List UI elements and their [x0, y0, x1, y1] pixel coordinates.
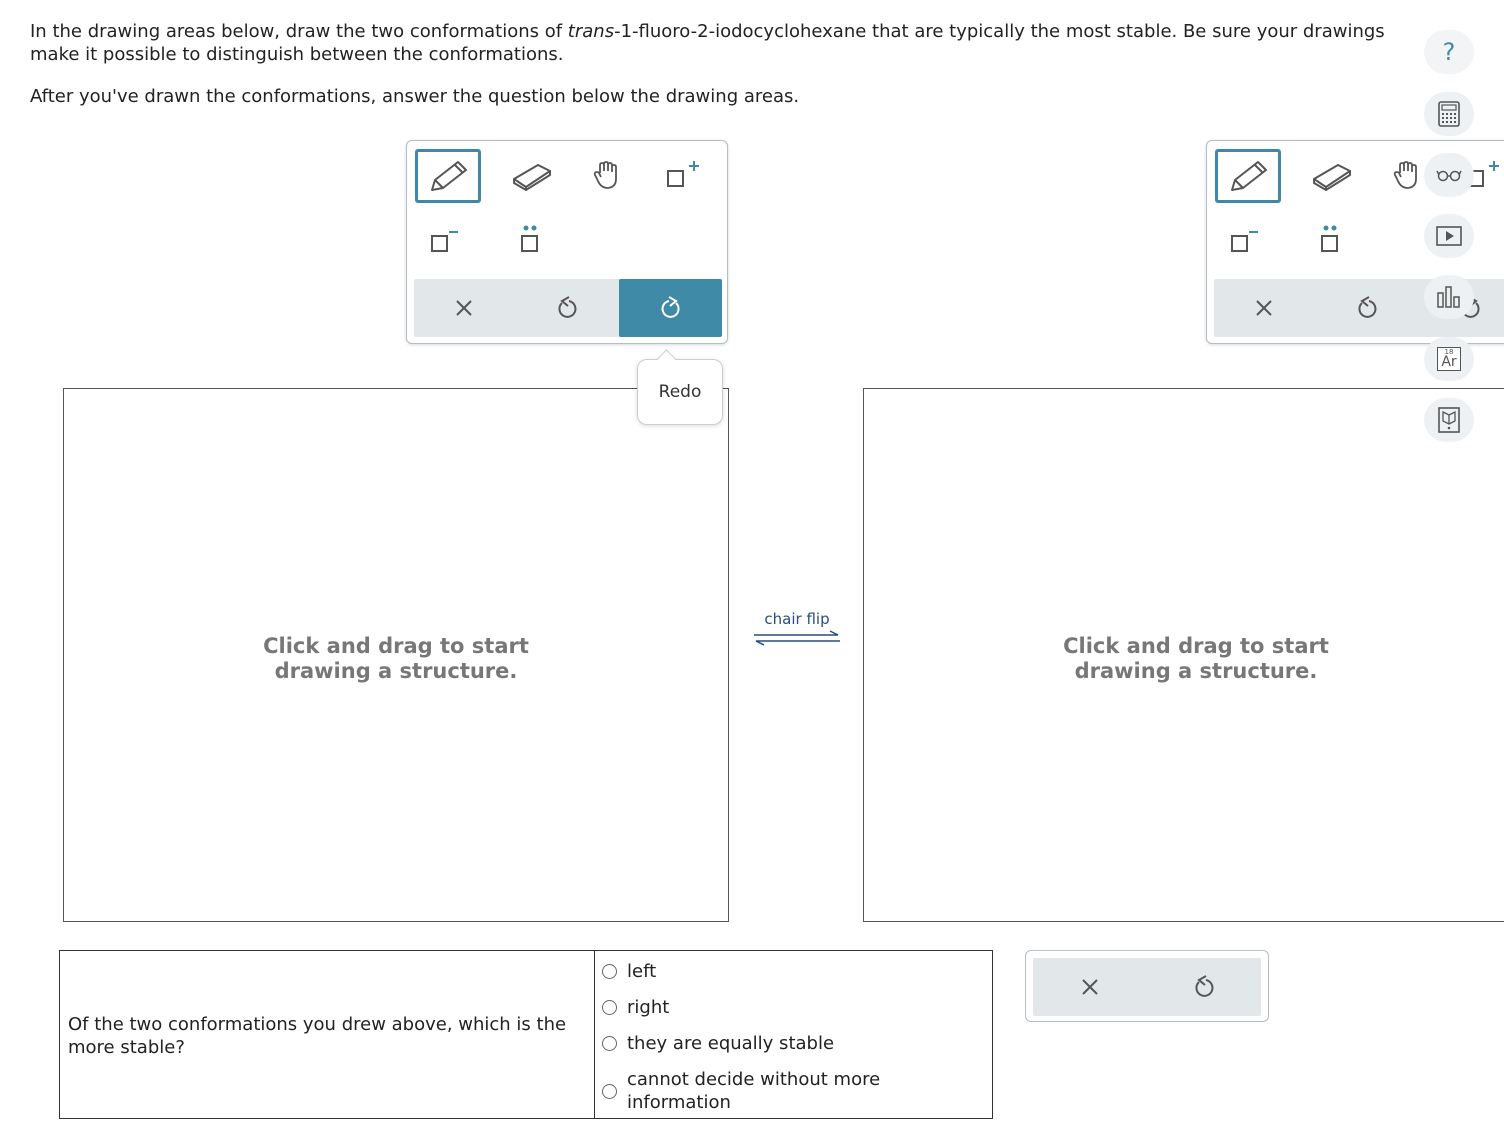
clear-button[interactable]	[1214, 279, 1314, 337]
lone-pair-icon	[513, 222, 547, 256]
option-left[interactable]	[602, 961, 656, 982]
option-label: left	[627, 961, 657, 982]
radio-cannot-decide[interactable]	[602, 1084, 617, 1099]
redo-icon	[660, 296, 682, 320]
help-icon: ?	[1442, 38, 1456, 66]
lone-pair-tool-button[interactable]	[513, 219, 547, 259]
canvas-hint: Click and drag to start drawing a structure.	[263, 634, 529, 683]
negative-charge-icon	[427, 226, 461, 256]
option-right[interactable]	[602, 997, 669, 1018]
undo-answer-button[interactable]	[1147, 958, 1261, 1016]
left-drawing-toolbar	[406, 140, 728, 344]
negative-charge-tool-button[interactable]	[1227, 221, 1261, 261]
periodic-symbol: Ar	[1441, 354, 1457, 370]
glasses-button[interactable]	[1424, 153, 1474, 197]
pencil-icon	[1226, 158, 1270, 194]
eraser-tool-button[interactable]	[1307, 153, 1357, 199]
question-table	[59, 950, 993, 1119]
option-label: right	[627, 997, 670, 1018]
question-text: Of the two conformations you drew above, which is the more stable?	[68, 1014, 567, 1058]
chair-flip-label: chair flip	[764, 610, 830, 628]
pencil-icon	[426, 158, 470, 194]
close-icon	[454, 298, 474, 318]
close-icon	[1080, 977, 1100, 997]
close-icon	[1254, 298, 1274, 318]
undo-icon	[1193, 975, 1215, 999]
eraser-icon	[510, 161, 554, 191]
bar-chart-icon	[1436, 285, 1462, 309]
left-action-bar	[414, 279, 722, 337]
video-button[interactable]	[1424, 214, 1474, 258]
add-box-icon	[663, 159, 703, 193]
undo-button[interactable]	[1317, 279, 1417, 337]
hand-tool-button[interactable]	[1387, 153, 1429, 199]
video-icon	[1436, 226, 1462, 246]
instruction-line-2: After you've drawn the conformations, answer the question below the drawing areas.	[30, 86, 800, 107]
textbook-icon	[1437, 407, 1461, 433]
instruction-line-1: In the drawing areas below, draw the two conformations of trans-1-fluoro-2-iodocyclohexane that are typically the most stable. Be sure your drawings make it possible to distinguish between the conformations.	[30, 21, 1385, 65]
trans-prefix: trans	[567, 21, 615, 42]
eraser-icon	[1310, 161, 1354, 191]
question-cell	[60, 951, 595, 1118]
redo-button[interactable]	[619, 279, 722, 337]
periodic-element-icon	[1437, 347, 1461, 371]
option-cannot-decide[interactable]	[602, 1068, 917, 1114]
clear-button[interactable]	[414, 279, 514, 337]
option-label: cannot decide without more information	[627, 1069, 881, 1113]
undo-icon	[556, 296, 578, 320]
chart-button[interactable]	[1424, 275, 1474, 319]
add-box-tool-button[interactable]	[663, 153, 703, 199]
periodic-table-button[interactable]	[1424, 337, 1474, 381]
answer-action-bar	[1033, 958, 1261, 1016]
option-equally-stable[interactable]	[602, 1033, 834, 1054]
radio-right[interactable]	[602, 1000, 617, 1015]
help-button[interactable]	[1424, 30, 1474, 74]
radio-left[interactable]	[602, 964, 617, 979]
glasses-icon	[1436, 168, 1462, 182]
textbook-button[interactable]	[1424, 398, 1474, 442]
eraser-tool-button[interactable]	[507, 153, 557, 199]
equilibrium-arrows-icon	[752, 630, 842, 646]
hand-icon	[1391, 159, 1425, 193]
instructions	[30, 20, 1390, 127]
pencil-tool-button[interactable]	[1215, 149, 1281, 203]
lone-pair-tool-button[interactable]	[1313, 219, 1347, 259]
negative-charge-icon	[1227, 226, 1261, 256]
undo-button[interactable]	[517, 279, 617, 337]
clear-answer-button[interactable]	[1033, 958, 1147, 1016]
answer-toolbar	[1025, 950, 1269, 1022]
canvas-hint: Click and drag to start drawing a structure.	[1063, 634, 1329, 683]
right-drawing-canvas[interactable]	[863, 388, 1504, 922]
lone-pair-icon	[1313, 222, 1347, 256]
pencil-tool-button[interactable]	[415, 149, 481, 203]
option-label: they are equally stable	[627, 1033, 835, 1054]
undo-icon	[1356, 296, 1378, 320]
periodic-mass: 18	[1444, 348, 1454, 356]
left-drawing-canvas[interactable]	[63, 388, 729, 922]
redo-tooltip: Redo	[637, 359, 723, 425]
calculator-button[interactable]	[1424, 92, 1474, 136]
radio-equally-stable[interactable]	[602, 1036, 617, 1051]
calculator-icon	[1437, 101, 1461, 127]
negative-charge-tool-button[interactable]	[427, 221, 461, 261]
hand-icon	[591, 159, 625, 193]
hand-tool-button[interactable]	[587, 153, 629, 199]
